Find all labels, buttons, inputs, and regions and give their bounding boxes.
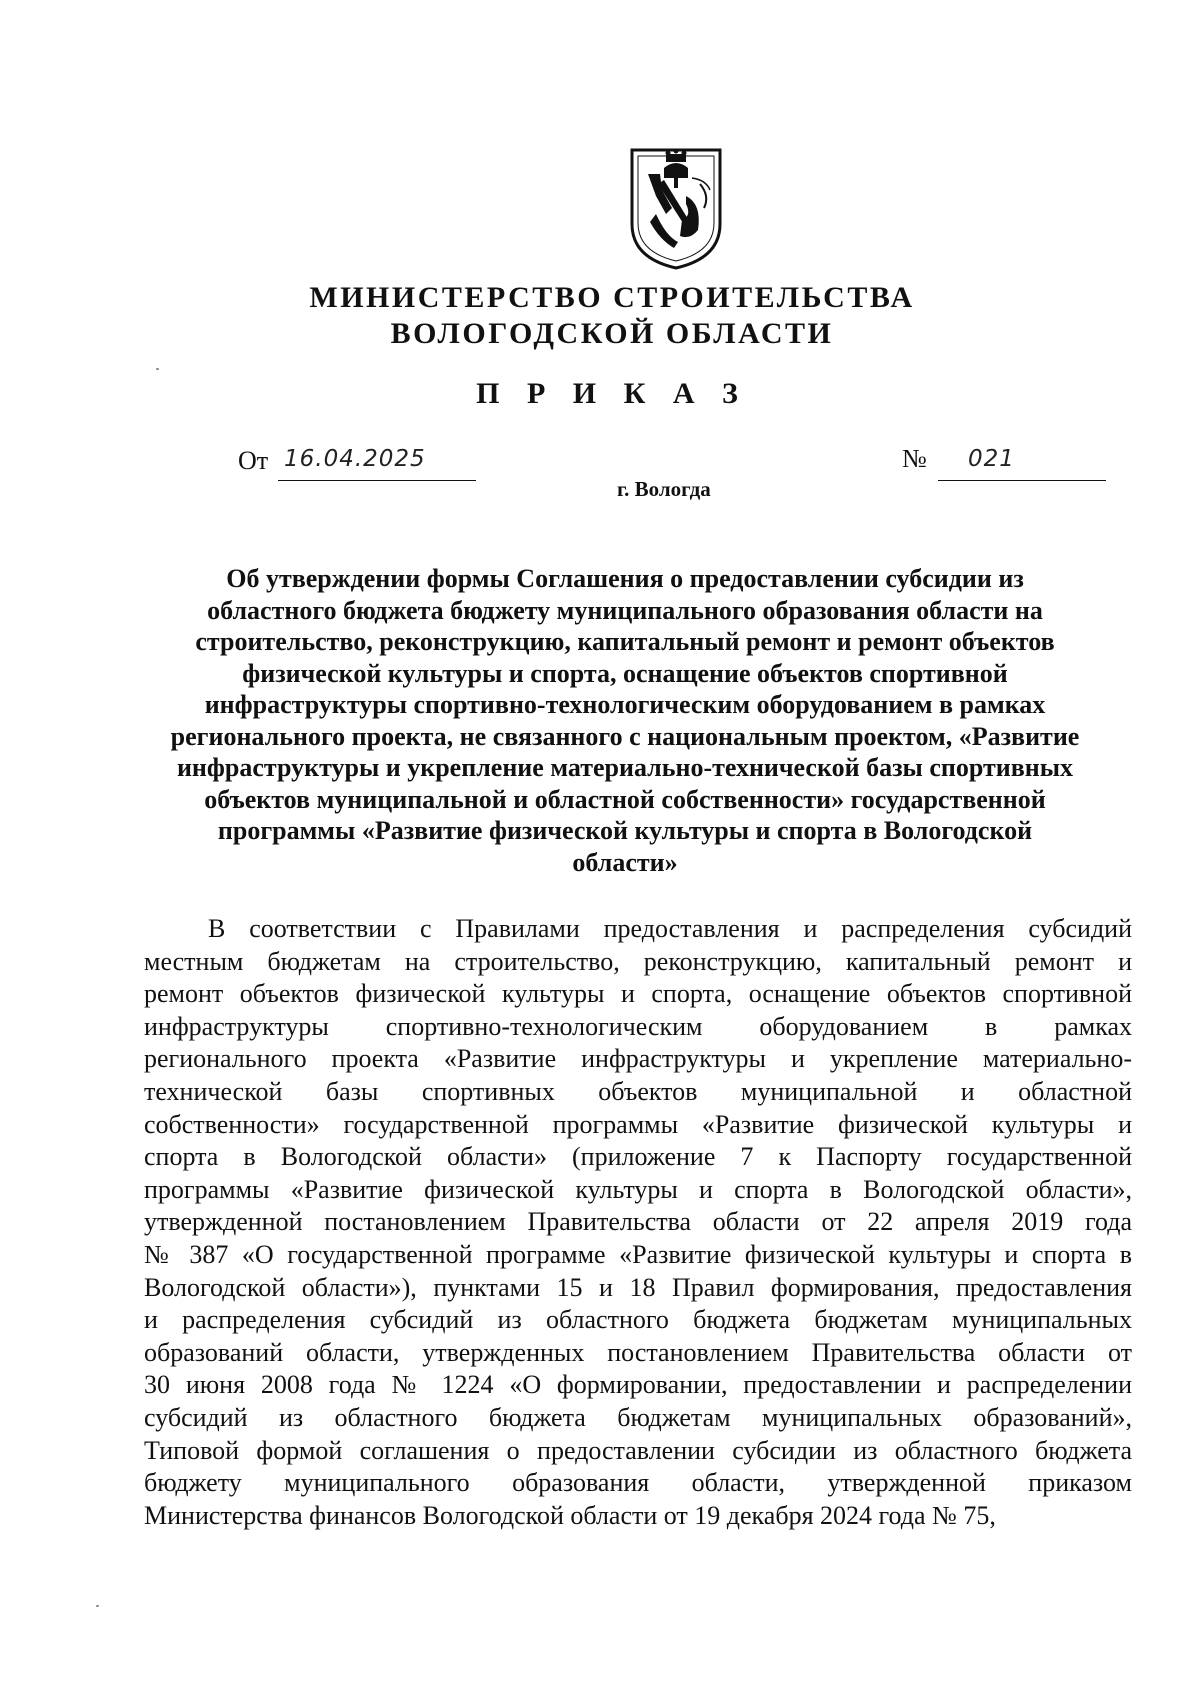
body-line: спорта в Вологодской области» (приложение 7 к Паспорту государственной bbox=[144, 1142, 1132, 1172]
title-line: инфраструктуры спортивно-технологическим оборудованием в рамках bbox=[204, 690, 1046, 719]
body-line: и распределения субсидий из областного бюджета бюджетам муниципальных bbox=[144, 1305, 1132, 1335]
organization-name-line1: МИНИСТЕРСТВО СТРОИТЕЛЬСТВА bbox=[309, 281, 915, 314]
title-line: объектов муниципальной и областной собственности» государственной bbox=[204, 784, 1046, 814]
body-line: программы «Развитие физической культуры и спорта в Вологодской области», bbox=[144, 1174, 1132, 1204]
scan-speck bbox=[96, 1605, 99, 1607]
date-label: От bbox=[238, 446, 269, 475]
number-value: 021 bbox=[968, 446, 1015, 472]
title-line: инфраструктуры и укрепление материально-технической базы спортивных bbox=[176, 753, 1074, 782]
title-line: областного бюджета бюджету муниципального образования области на bbox=[207, 595, 1043, 625]
body-line: Вологодской области»), пунктами 15 и 18 Правил формирования, предоставления bbox=[144, 1272, 1132, 1302]
body-line: бюджету муниципального образования области, утвержденной приказом bbox=[144, 1468, 1132, 1498]
title-line: Об утверждении формы Соглашения о предоставлении субсидии из bbox=[226, 564, 1024, 593]
document-type: П Р И К А З bbox=[476, 377, 748, 410]
document-title bbox=[135, 563, 1115, 878]
coat-of-arms-icon bbox=[626, 144, 726, 272]
body-line: утвержденной постановлением Правительства области от 22 апреля 2019 года bbox=[144, 1207, 1132, 1237]
body-line: Министерства финансов Вологодской области от 19 декабря 2024 года № 75, bbox=[144, 1500, 996, 1530]
body-line: регионального проекта «Развитие инфраструктуры и укрепление материально- bbox=[144, 1044, 1132, 1074]
title-line: регионального проекта, не связанного с национальным проектом, «Развитие bbox=[170, 721, 1080, 751]
body-line: В соответствии с Правилами предоставления и распределения субсидий bbox=[208, 914, 1132, 943]
body-line: местным бюджетам на строительство, реконструкцию, капитальный ремонт и bbox=[144, 946, 1132, 976]
body-line: ремонт объектов физической культуры и спорта, оснащение объектов спортивной bbox=[144, 979, 1132, 1009]
body-line: субсидий из областного бюджета бюджетам муниципальных образований», bbox=[144, 1402, 1132, 1432]
date-value: 16.04.2025 bbox=[284, 446, 426, 472]
title-line: физической культуры и спорта, оснащение объектов спортивной bbox=[242, 658, 1008, 688]
scan-speck bbox=[156, 368, 159, 370]
number-underline bbox=[938, 450, 1106, 481]
body-line: № 387 «О государственной программе «Развитие физической культуры и спорта в bbox=[144, 1239, 1132, 1269]
city: г. Вологда bbox=[617, 477, 711, 501]
body-line: инфраструктуры спортивно-технологическим оборудованием в рамках bbox=[144, 1011, 1132, 1041]
organization-name-line2: ВОЛОГОДСКОЙ ОБЛАСТИ bbox=[390, 317, 834, 350]
document-body bbox=[144, 913, 1132, 1532]
title-line: программы «Развитие физической культуры и спорта в Вологодской bbox=[217, 816, 1033, 845]
title-line: области» bbox=[572, 847, 678, 877]
number-label: № bbox=[902, 444, 927, 473]
body-line: собственности» государственной программы «Развитие физической культуры и bbox=[144, 1109, 1132, 1139]
body-line: 30 июня 2008 года № 1224 «О формировании, предоставлении и распределении bbox=[144, 1370, 1132, 1400]
body-line: Типовой формой соглашения о предоставлении субсидии из областного бюджета bbox=[144, 1435, 1132, 1465]
title-line: строительство, реконструкцию, капитальный ремонт и ремонт объектов bbox=[195, 627, 1055, 656]
body-line: образований области, утвержденных постановлением Правительства области от bbox=[144, 1337, 1132, 1367]
body-line: технической базы спортивных объектов муниципальной и областной bbox=[144, 1076, 1132, 1106]
